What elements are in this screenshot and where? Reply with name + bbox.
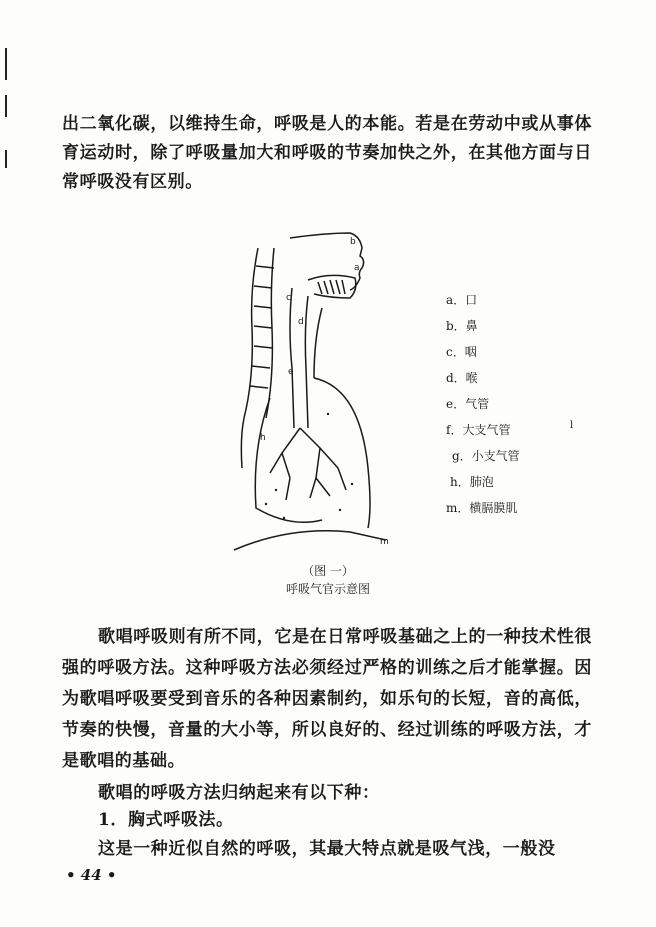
legend-item: d．喉 [446,371,478,385]
label-m: m [380,537,389,547]
figure-legend [446,287,520,521]
label-h: h [260,433,266,443]
legend-item: e．气管 [446,397,490,411]
respiratory-organs-diagram [230,228,390,558]
page-edge-mark [5,150,7,168]
legend-item: g．小支气管 [452,449,520,463]
legend-item: h．肺泡 [450,475,494,489]
legend-item: a．口 [446,293,478,307]
label-e: e [288,367,294,377]
methods-intro: 歌唱的呼吸方法归纳起来有以下种： [98,783,380,803]
label-d: d [298,317,304,327]
margin-mark: l [570,420,574,431]
label-a: a [354,263,360,273]
intro-paragraph: 出二氧化碳，以维持生命，呼吸是人的本能。若是在劳动中或从事体育运动时，除了呼吸量加大和呼吸的节奏加快之外，在其他方面与日常呼吸没有区别。 [62,114,592,192]
legend-item: b．鼻 [446,319,478,333]
body-paragraph: 歌唱呼吸则有所不同，它是在日常呼吸基础之上的一种技术性很强的呼吸方法。这种呼吸方法必须经过严格的训练之后才能掌握。因为歌唱呼吸要受到音乐的各种因素制约，如乐句的长短，音的高低，节奏的快慢，音量的大小等，所以良好的、经过训练的呼吸方法，才是歌唱的基础。 [62,627,592,771]
page-edge-mark [5,95,7,117]
body-last-line: 这是一种近似自然的呼吸，其最大特点就是吸气浅，一般没 [98,839,556,859]
page-number: • 44 • [66,866,117,884]
legend-item: c．咽 [446,345,477,359]
page-edge-mark [5,48,7,80]
legend-item: f．大支气管 [446,423,511,437]
label-b: b [350,237,356,247]
legend-item: m．横膈膜肌 [446,501,518,515]
label-c: c [286,293,291,303]
section-heading: 1．胸式呼吸法。 [98,810,234,830]
figure-number: （图 一） [302,564,354,578]
figure-caption: 呼吸气官示意图 [285,582,370,596]
